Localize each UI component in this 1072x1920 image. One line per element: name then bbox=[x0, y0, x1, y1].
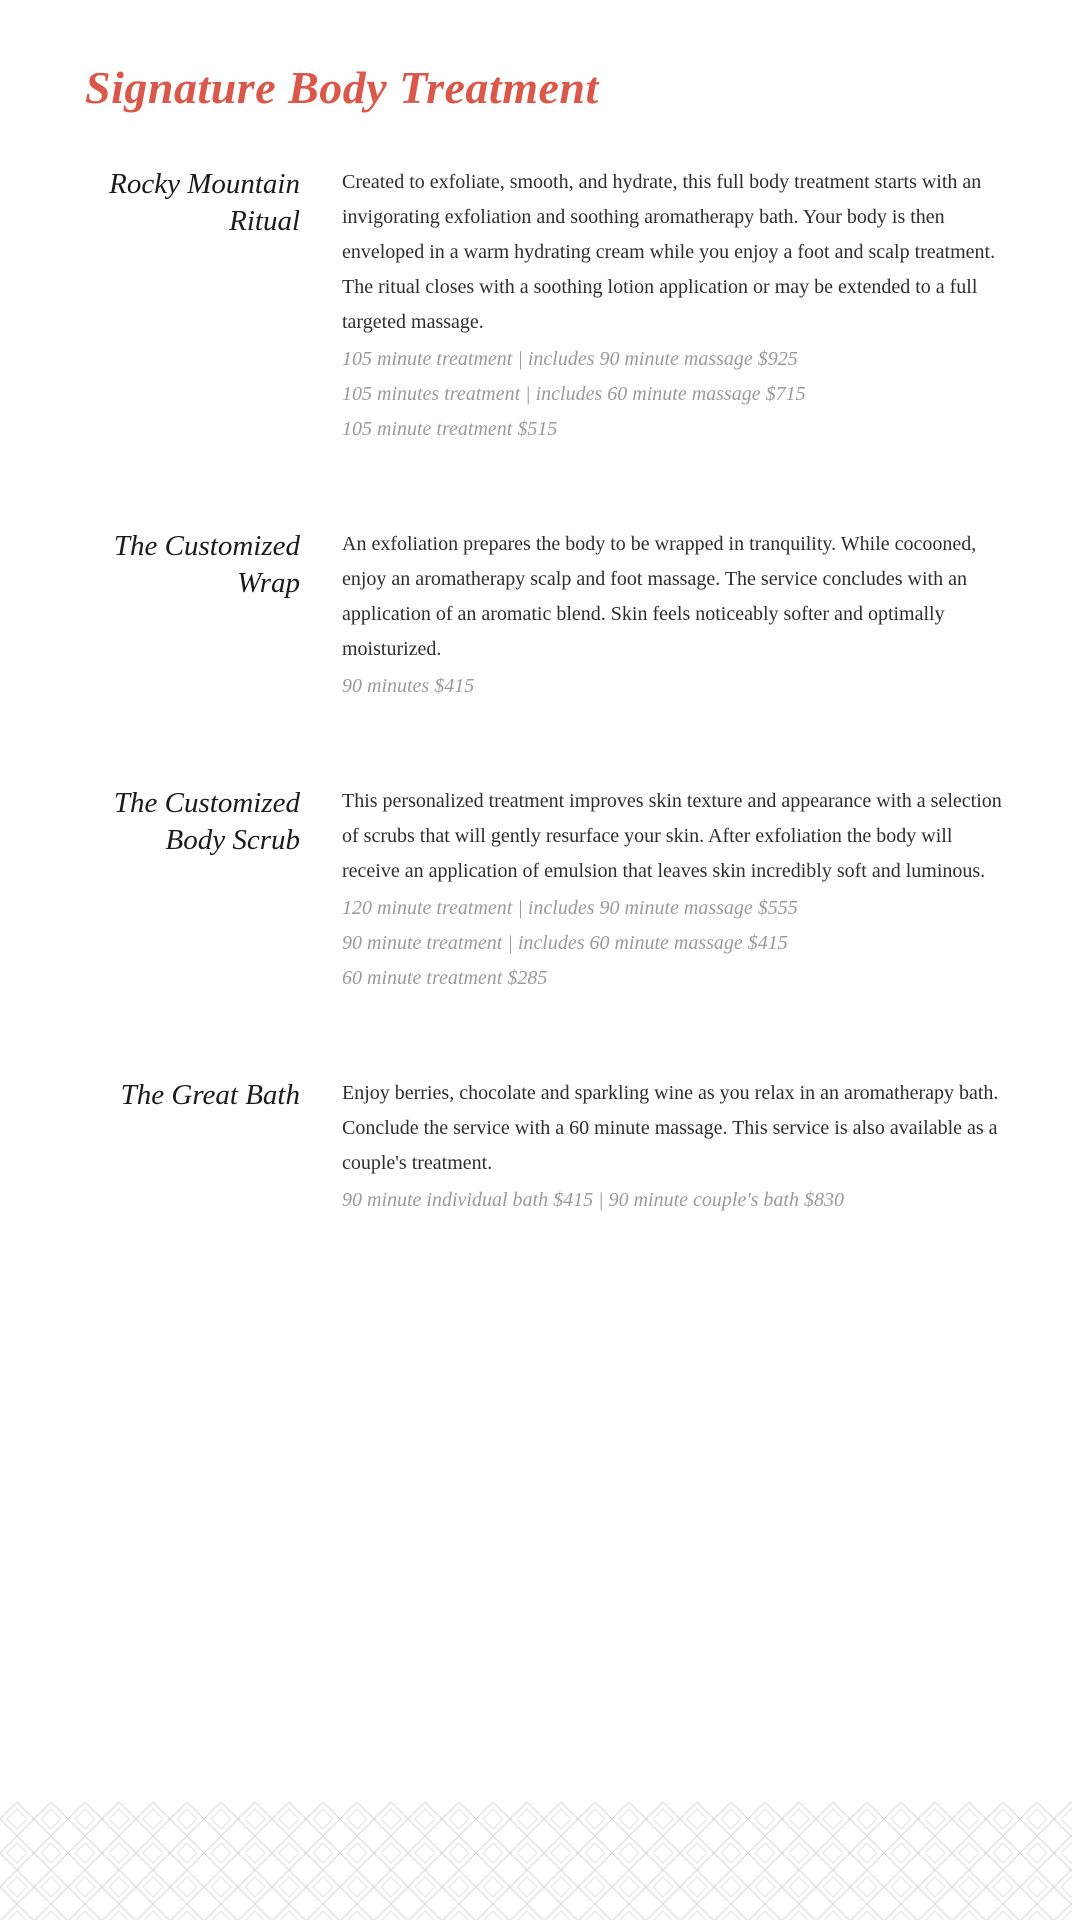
page-title: Signature Body Treatment bbox=[85, 62, 599, 113]
treatment-name: The Customized Wrap bbox=[113, 529, 300, 599]
treatment-pricing bbox=[342, 891, 1012, 996]
treatment-body bbox=[342, 1076, 1012, 1218]
price-line: 90 minutes $415 bbox=[342, 674, 475, 697]
price-line: 105 minutes treatment | includes 60 minute massage $715 bbox=[342, 382, 806, 405]
price-line: 60 minute treatment $285 bbox=[342, 966, 548, 989]
treatment-description: Enjoy berries, chocolate and sparkling wine as you relax in an aromatherapy bath. Conclude the service with a 60 minute massage. This service is also available as a couple's treatment. bbox=[342, 1081, 999, 1174]
treatment-description: This personalized treatment improves skin texture and appearance with a selection of scrubs that will gently resurface your skin. After exfoliation the body will receive an application of emulsion that leaves skin incredibly soft and luminous. bbox=[342, 789, 1002, 882]
treatment-name: The Great Bath bbox=[120, 1078, 300, 1111]
diamond-lattice-svg bbox=[0, 1802, 1072, 1920]
treatment-pricing bbox=[342, 342, 1012, 447]
price-line: 90 minute individual bath $415 | 90 minute couple's bath $830 bbox=[342, 1188, 844, 1211]
treatment-description: An exfoliation prepares the body to be wrapped in tranquility. While cocooned, enjoy an aromatherapy scalp and foot massage. The service concludes with an application of an aromatic blend. Skin feels noticeably softer and optimally moisturized. bbox=[342, 532, 977, 660]
treatment-name: The Customized Body Scrub bbox=[113, 786, 300, 856]
treatment-name: Rocky Mountain Ritual bbox=[109, 167, 300, 237]
price-line: 90 minute treatment | includes 60 minute massage $415 bbox=[342, 931, 788, 954]
treatment-body bbox=[342, 784, 1012, 996]
treatment-body bbox=[342, 527, 1012, 704]
treatment-list bbox=[85, 165, 1012, 1218]
treatment-section bbox=[85, 784, 1012, 996]
treatment-section bbox=[85, 1076, 1012, 1218]
price-line: 120 minute treatment | includes 90 minute massage $555 bbox=[342, 896, 798, 919]
treatment-section bbox=[85, 527, 1012, 704]
treatment-description: Created to exfoliate, smooth, and hydrate, this full body treatment starts with an invigorating exfoliation and soothing aromatherapy bath. Your body is then enveloped in a warm hydrating cream while you enjoy a foot and scalp treatment. The ritual closes with a soothing lotion application or may be extended to a full targeted massage. bbox=[342, 170, 996, 333]
price-line: 105 minute treatment $515 bbox=[342, 417, 558, 440]
treatment-section bbox=[85, 165, 1012, 447]
treatment-body bbox=[342, 165, 1012, 447]
treatment-pricing bbox=[342, 1183, 1012, 1218]
price-line: 105 minute treatment | includes 90 minute massage $925 bbox=[342, 347, 798, 370]
treatment-pricing bbox=[342, 669, 1012, 704]
diamond-lattice-pattern bbox=[0, 1802, 1072, 1920]
